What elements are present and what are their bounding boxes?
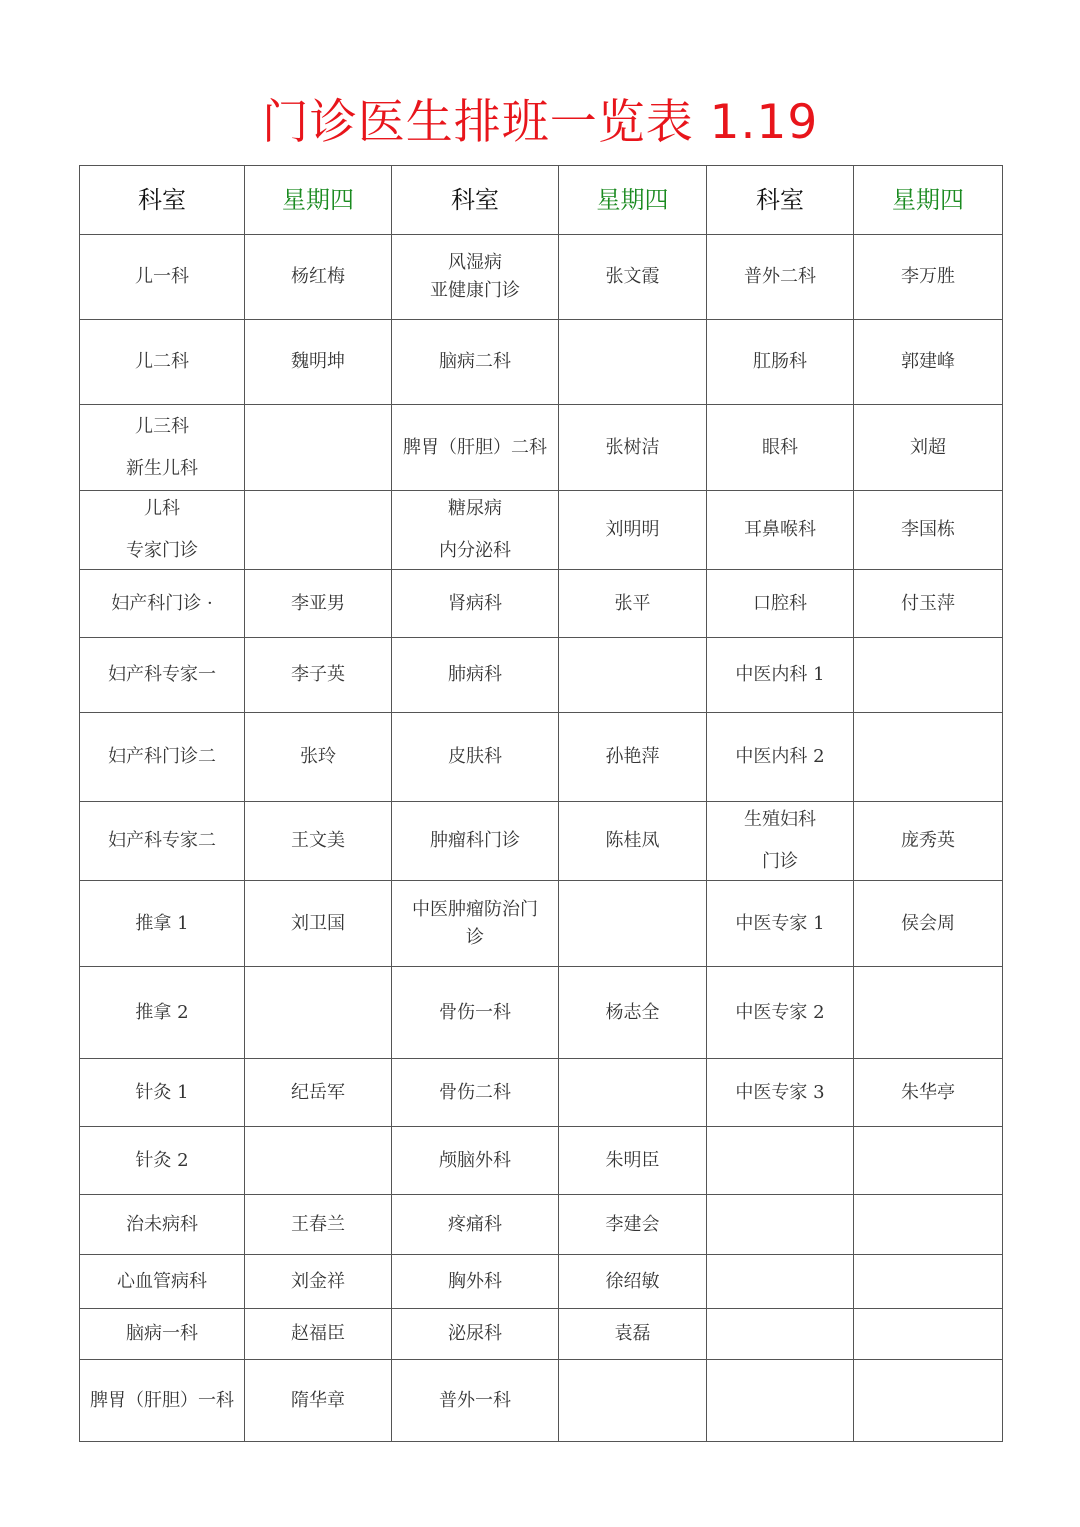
dept-cell-2	[392, 881, 559, 967]
doctor-cell-1	[245, 1255, 392, 1309]
dept-name: 儿一科	[135, 266, 189, 287]
dept-cell-3	[707, 967, 854, 1059]
doctor-cell-3	[854, 967, 1003, 1059]
doctor-name: 朱明臣	[605, 1149, 660, 1171]
dept-name: 中医内科 2	[735, 746, 825, 767]
table-row	[80, 1059, 1003, 1127]
dept-name: 耳鼻喉科	[744, 519, 816, 540]
dept-cell-2	[392, 967, 559, 1059]
dept-cell-2	[392, 1360, 559, 1442]
doctor-cell-3	[854, 1255, 1003, 1309]
doctor-cell-1	[245, 1127, 392, 1195]
doctor-cell-3	[854, 570, 1003, 638]
dept-name: 肺病科	[448, 664, 502, 685]
dept-name: 儿三科	[135, 415, 189, 437]
doctor-cell-1	[245, 638, 392, 713]
dept-cell-3	[707, 1195, 854, 1255]
dept-cell-3	[707, 570, 854, 638]
doctor-cell-2	[559, 1255, 707, 1309]
table-row	[80, 320, 1003, 405]
doctor-name: 杨志全	[605, 1001, 660, 1023]
doctor-cell-3	[854, 881, 1003, 967]
dept-cell-1	[80, 1127, 245, 1195]
dept-name: 骨伤二科	[439, 1081, 511, 1103]
dept-cell-2	[392, 491, 559, 570]
doctor-name: 侯会周	[901, 912, 955, 934]
doctor-name: 李子英	[291, 664, 345, 685]
doctor-name: 张平	[614, 592, 651, 614]
doctor-name: 孙艳萍	[605, 746, 660, 767]
doctor-name: 魏明坤	[291, 351, 345, 372]
dept-cell-1	[80, 1255, 245, 1309]
table-row	[80, 881, 1003, 967]
dept-cell-2	[392, 638, 559, 713]
dept-name: 普外一科	[439, 1389, 511, 1411]
dept-cell-2	[392, 1195, 559, 1255]
dept-cell-1	[80, 1309, 245, 1360]
dept-name: 口腔科	[753, 592, 807, 614]
dept-header: 科室	[392, 166, 559, 235]
dept-cell-1	[80, 1195, 245, 1255]
doctor-cell-2	[559, 1309, 707, 1360]
dept-name: 推拿 1	[135, 912, 189, 934]
table-row	[80, 967, 1003, 1059]
doctor-name: 李国栋	[901, 519, 955, 540]
dept-name: 肾病科	[448, 592, 502, 614]
doctor-cell-1	[245, 570, 392, 638]
table-row	[80, 491, 1003, 570]
dept-cell-3	[707, 1255, 854, 1309]
doctor-cell-2	[559, 405, 707, 491]
dept-name: 风湿病	[448, 252, 502, 273]
header-row	[80, 166, 1003, 235]
table-row	[80, 638, 1003, 713]
doctor-name: 王文美	[291, 830, 345, 851]
dept-cell-1	[80, 713, 245, 802]
doctor-cell-1	[245, 320, 392, 405]
dept-name: 骨伤一科	[439, 1001, 511, 1023]
doctor-name: 李亚男	[291, 592, 345, 614]
dept-cell-1	[80, 802, 245, 881]
table-row	[80, 802, 1003, 881]
doctor-cell-2	[559, 967, 707, 1059]
doctor-name: 王春兰	[291, 1213, 345, 1235]
doctor-cell-3	[854, 1059, 1003, 1127]
dept-name: 治未病科	[126, 1213, 198, 1235]
doctor-cell-1	[245, 881, 392, 967]
dept-name: 肿瘤科门诊	[430, 830, 520, 851]
doctor-name: 郭建峰	[901, 351, 955, 372]
table-row	[80, 570, 1003, 638]
doctor-name: 刘卫国	[291, 912, 345, 934]
dept-name: 脑病二科	[439, 351, 511, 372]
dept-cell-1	[80, 235, 245, 320]
dept-cell-2	[392, 1127, 559, 1195]
dept-cell-3	[707, 491, 854, 570]
doctor-cell-3	[854, 1195, 1003, 1255]
dept-name: 妇产科门诊二	[108, 746, 216, 767]
dept-name: 眼科	[762, 436, 798, 458]
doctor-cell-1	[245, 405, 392, 491]
dept-name: 针灸 1	[135, 1081, 189, 1103]
doctor-name: 朱华亭	[901, 1081, 955, 1103]
doctor-name: 李万胜	[901, 266, 955, 287]
doctor-cell-3	[854, 1309, 1003, 1360]
dept-cell-1	[80, 405, 245, 491]
doctor-name: 付玉萍	[901, 592, 955, 614]
dept-name: 针灸 2	[135, 1149, 189, 1171]
dept-cell-2	[392, 405, 559, 491]
doctor-cell-2	[559, 320, 707, 405]
day-header: 星期四	[854, 166, 1003, 235]
doctor-cell-2	[559, 1360, 707, 1442]
table-row	[80, 1195, 1003, 1255]
doctor-name: 纪岳军	[291, 1081, 345, 1103]
dept-cell-1	[80, 967, 245, 1059]
dept-cell-2	[392, 1255, 559, 1309]
dept-name: 推拿 2	[135, 1001, 189, 1023]
dept-name: 肛肠科	[753, 351, 807, 372]
doctor-cell-2	[559, 1059, 707, 1127]
table-row	[80, 235, 1003, 320]
doctor-name: 刘超	[910, 436, 946, 458]
doctor-name: 袁磊	[614, 1323, 651, 1344]
dept-cell-1	[80, 320, 245, 405]
dept-cell-1	[80, 1059, 245, 1127]
dept-cell-2	[392, 802, 559, 881]
doctor-name: 刘明明	[605, 519, 660, 540]
dept-header: 科室	[80, 166, 245, 235]
dept-name: 中医专家 2	[735, 1001, 825, 1023]
dept-name: 儿二科	[135, 351, 189, 372]
doctor-cell-2	[559, 881, 707, 967]
doctor-cell-2	[559, 1127, 707, 1195]
doctor-name: 陈桂凤	[605, 830, 660, 851]
doctor-cell-3	[854, 491, 1003, 570]
dept-cell-3	[707, 320, 854, 405]
doctor-cell-2	[559, 638, 707, 713]
doctor-cell-1	[245, 491, 392, 570]
doctor-name: 隋华章	[291, 1389, 345, 1411]
doctor-cell-3	[854, 1360, 1003, 1442]
schedule-table	[79, 165, 1003, 1442]
doctor-cell-1	[245, 1309, 392, 1360]
page-title: 门诊医生排班一览表 1.19	[261, 95, 819, 150]
doctor-cell-2	[559, 570, 707, 638]
dept-cell-2	[392, 713, 559, 802]
dept-cell-3	[707, 1127, 854, 1195]
doctor-cell-3	[854, 638, 1003, 713]
dept-cell-3	[707, 881, 854, 967]
doctor-cell-1	[245, 235, 392, 320]
doctor-cell-2	[559, 802, 707, 881]
dept-name: 颅脑外科	[439, 1149, 511, 1171]
dept-cell-3	[707, 1360, 854, 1442]
dept-cell-3	[707, 802, 854, 881]
dept-cell-2	[392, 1309, 559, 1360]
dept-name: 专家门诊	[126, 540, 198, 561]
dept-cell-2	[392, 235, 559, 320]
dept-cell-3	[707, 638, 854, 713]
doctor-cell-3	[854, 802, 1003, 881]
doctor-cell-2	[559, 1195, 707, 1255]
doctor-cell-2	[559, 713, 707, 802]
dept-cell-1	[80, 570, 245, 638]
doctor-cell-1	[245, 802, 392, 881]
day-header: 星期四	[245, 166, 392, 235]
doctor-name: 徐绍敏	[605, 1270, 660, 1292]
dept-name: 内分泌科	[439, 540, 511, 561]
dept-cell-3	[707, 713, 854, 802]
doctor-cell-1	[245, 713, 392, 802]
day-header: 星期四	[559, 166, 707, 235]
dept-cell-3	[707, 405, 854, 491]
dept-name: 心血管病科	[117, 1270, 207, 1292]
doctor-name: 李建会	[605, 1213, 660, 1235]
dept-name: 中医专家 3	[735, 1081, 825, 1103]
dept-name: 皮肤科	[448, 746, 502, 767]
table-row	[80, 405, 1003, 491]
dept-name: 泌尿科	[448, 1323, 502, 1344]
table-row	[80, 713, 1003, 802]
dept-name: 儿科	[144, 498, 180, 519]
dept-name: 诊	[466, 926, 484, 948]
dept-name: 门诊	[762, 851, 798, 872]
dept-header: 科室	[707, 166, 854, 235]
dept-name: 胸外科	[448, 1270, 502, 1292]
dept-cell-1	[80, 1360, 245, 1442]
doctor-cell-2	[559, 235, 707, 320]
table-row	[80, 1309, 1003, 1360]
doctor-name: 张文霞	[605, 266, 660, 287]
dept-cell-1	[80, 491, 245, 570]
dept-name: 亚健康门诊	[430, 280, 520, 301]
doctor-name: 刘金祥	[291, 1270, 345, 1292]
dept-name: 普外二科	[744, 266, 816, 287]
dept-name: 中医内科 1	[735, 664, 825, 685]
doctor-name: 张玲	[300, 746, 336, 767]
dept-cell-1	[80, 638, 245, 713]
dept-name: 中医肿瘤防治门	[412, 898, 538, 920]
dept-cell-1	[80, 881, 245, 967]
dept-cell-2	[392, 1059, 559, 1127]
dept-cell-2	[392, 320, 559, 405]
doctor-cell-3	[854, 713, 1003, 802]
doctor-cell-2	[559, 491, 707, 570]
dept-name: 脑病一科	[126, 1323, 198, 1344]
dept-name: 脾胃（肝胆）一科	[90, 1389, 234, 1411]
doctor-cell-3	[854, 320, 1003, 405]
dept-name: 新生儿科	[126, 457, 198, 479]
dept-name: 糖尿病	[448, 498, 502, 519]
table-row	[80, 1127, 1003, 1195]
doctor-name: 庞秀英	[901, 830, 955, 851]
dept-name: 妇产科门诊 ·	[111, 592, 213, 614]
dept-cell-2	[392, 570, 559, 638]
doctor-cell-3	[854, 405, 1003, 491]
doctor-cell-3	[854, 1127, 1003, 1195]
dept-name: 中医专家 1	[735, 912, 825, 934]
dept-cell-3	[707, 235, 854, 320]
doctor-cell-1	[245, 1195, 392, 1255]
doctor-cell-1	[245, 1360, 392, 1442]
dept-name: 脾胃（肝胆）二科	[403, 436, 547, 458]
table-row	[80, 1255, 1003, 1309]
doctor-name: 张树洁	[605, 436, 660, 458]
doctor-cell-1	[245, 1059, 392, 1127]
dept-name: 妇产科专家二	[108, 830, 216, 851]
doctor-cell-3	[854, 235, 1003, 320]
dept-name: 疼痛科	[448, 1213, 502, 1235]
dept-cell-3	[707, 1309, 854, 1360]
doctor-name: 赵福臣	[291, 1323, 345, 1344]
dept-name: 妇产科专家一	[108, 664, 216, 685]
doctor-name: 杨红梅	[291, 266, 345, 287]
dept-cell-3	[707, 1059, 854, 1127]
dept-name: 生殖妇科	[744, 809, 816, 830]
table-row	[80, 1360, 1003, 1442]
doctor-cell-1	[245, 967, 392, 1059]
